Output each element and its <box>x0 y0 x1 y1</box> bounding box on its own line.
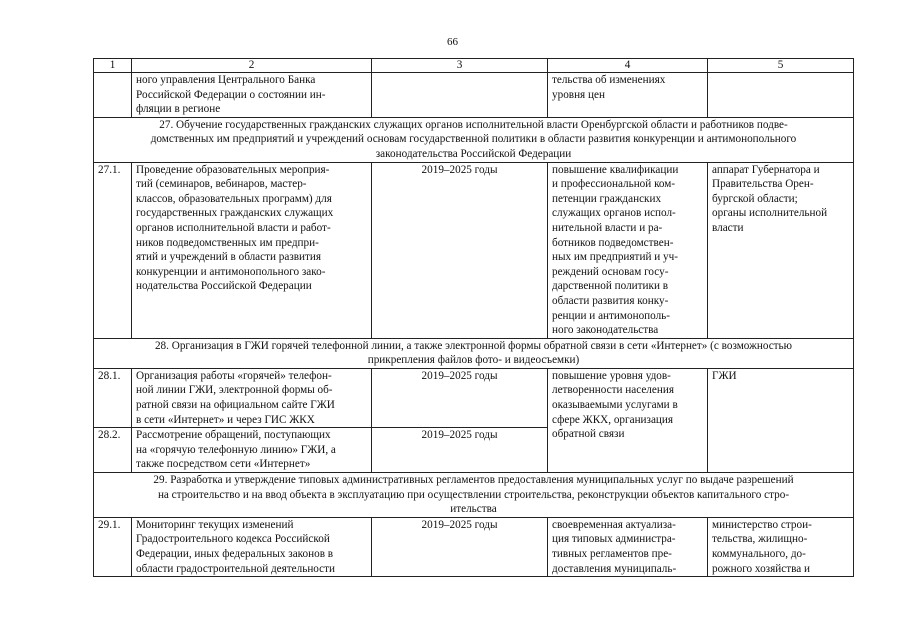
row-number-cell: 27.1. <box>94 162 132 338</box>
column-number-row <box>94 59 854 73</box>
column-header-2: 2 <box>132 59 372 73</box>
result-cell: повышение уровня удов- летворенности населения оказываемыми услугами в сфере ЖКХ, организация обратной связи <box>548 368 708 472</box>
row-number-cell <box>94 73 132 118</box>
section-row <box>94 338 854 368</box>
measures-table <box>93 58 854 577</box>
term-cell: 2019–2025 годы <box>372 162 548 338</box>
measure-name-cell: Проведение образовательных мероприя- тий (семинаров, вебинаров, мастер- классов, образовательных программ) для государственных гражданских служащих органов исполнительной власти и работ- ников подведомственных им предпри- ятий и учреждений в области развития конкуренции и антимонопольного зако- нодательства Российской Федерации <box>132 162 372 338</box>
executor-cell: министерство строи- тельства, жилищно- коммунального, до- рожного хозяйства и <box>708 517 854 576</box>
row-number-cell: 29.1. <box>94 517 132 576</box>
table-row <box>94 73 854 118</box>
table-row <box>94 162 854 338</box>
measure-name-cell: ного управления Центрального Банка Российской Федерации о состоянии ин- фляции в регионе <box>132 73 372 118</box>
term-cell: 2019–2025 годы <box>372 517 548 576</box>
table-row <box>94 517 854 576</box>
term-cell: 2019–2025 годы <box>372 428 548 473</box>
section-row <box>94 473 854 518</box>
section-row <box>94 117 854 162</box>
term-cell: 2019–2025 годы <box>372 368 548 427</box>
column-header-4: 4 <box>548 59 708 73</box>
page-number: 66 <box>447 36 458 48</box>
measure-name-cell: Рассмотрение обращений, поступающих на «горячую телефонную линию» ГЖИ, а также посредством сети «Интернет» <box>132 428 372 473</box>
result-cell: тельства об изменениях уровня цен <box>548 73 708 118</box>
column-header-5: 5 <box>708 59 854 73</box>
column-header-3: 3 <box>372 59 548 73</box>
row-number-cell: 28.2. <box>94 428 132 473</box>
row-number-cell: 28.1. <box>94 368 132 427</box>
result-cell: повышение квалификации и профессиональной ком- петенции гражданских служащих органов испол- нительной власти и ра- ботников подведомствен- ных им предприятий и уч- реждений основам госу- дарственной политики в области развития конку- ренции и антимонополь- ного законодательства <box>548 162 708 338</box>
section-title-27: 27. Обучение государственных гражданских служащих органов исполнительной власти Оренбургской области и работников подве- домственных им предприятий и учреждений основам государственной политики в области развития конкуренции и антимонопольного законодательства Российской Федерации <box>94 117 854 162</box>
section-title-28: 28. Организация в ГЖИ горячей телефонной линии, а также электронной формы обратной связи в сети «Интернет» (с возможностью прикрепления файлов фото- и видеосъемки) <box>94 338 854 368</box>
executor-cell: аппарат Губернатора и Правительства Орен- бургской области; органы исполнительной власти <box>708 162 854 338</box>
column-header-1: 1 <box>94 59 132 73</box>
table-row <box>94 368 854 427</box>
executor-cell: ГЖИ <box>708 368 854 472</box>
term-cell <box>372 73 548 118</box>
measure-name-cell: Организация работы «горячей» телефон- ной линии ГЖИ, электронной формы об- ратной связи на официальном сайте ГЖИ в сети «Интернет» и через ГИС ЖКХ <box>132 368 372 427</box>
measure-name-cell: Мониторинг текущих изменений Градостроительного кодекса Российской Федерации, иных федеральных законов в области градостроительной деятельности <box>132 517 372 576</box>
executor-cell <box>708 73 854 118</box>
section-title-29: 29. Разработка и утверждение типовых административных регламентов предоставления муниципальных услуг по выдаче разрешений на строительство и на ввод объекта в эксплуатацию при осуществлении строительства, реконструкции объектов капитального стро- ительства <box>94 473 854 518</box>
result-cell: своевременная актуализа- ция типовых администра- тивных регламентов пре- доставления муниципаль- <box>548 517 708 576</box>
